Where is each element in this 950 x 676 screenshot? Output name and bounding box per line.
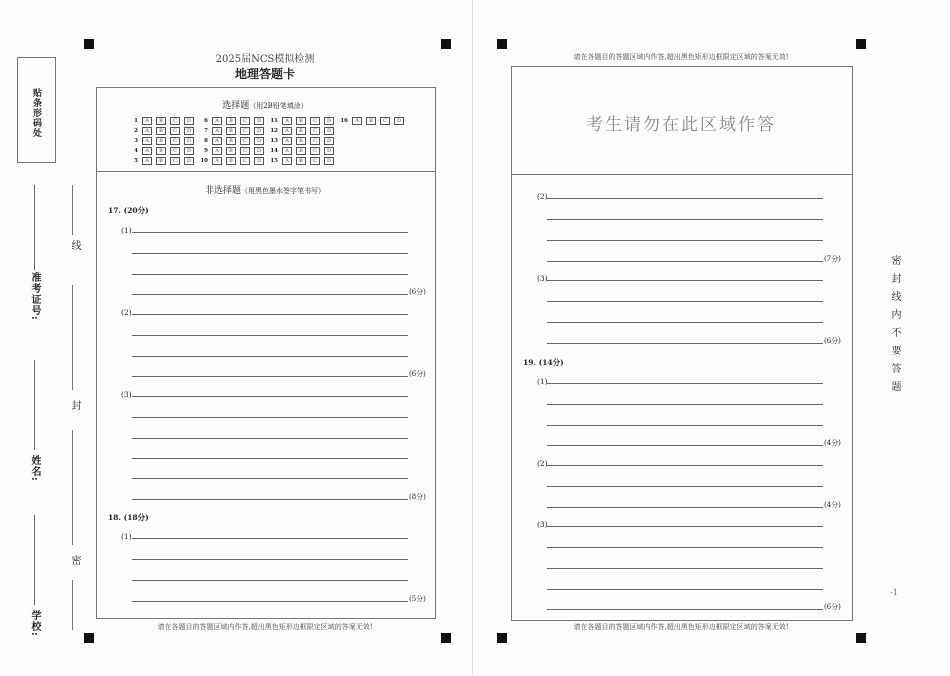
- mcq-option-bubble[interactable]: A: [212, 117, 222, 125]
- mcq-option-bubble[interactable]: C: [380, 117, 390, 125]
- mcq-option-bubble[interactable]: B: [226, 137, 236, 145]
- answer-line[interactable]: [547, 425, 823, 426]
- answer-line[interactable]: [132, 458, 408, 459]
- answer-line[interactable]: [132, 314, 408, 315]
- name-label: 姓名:: [29, 455, 40, 482]
- mcq-question-number: 9: [204, 148, 208, 154]
- answer-line[interactable]: [132, 274, 408, 275]
- section-divider: [96, 171, 436, 172]
- answer-line[interactable]: [547, 322, 823, 323]
- bottom-warning-left: 请在各题目的答题区域内作答,超出黑色矩形边框限定区域的答案无效!: [157, 623, 373, 631]
- mcq-option-bubble[interactable]: B: [226, 157, 236, 165]
- mcq-question-number: 2: [134, 128, 138, 134]
- mcq-option-bubble[interactable]: B: [296, 137, 306, 145]
- answer-line[interactable]: [132, 232, 408, 233]
- mcq-question-row: [268, 147, 338, 155]
- answer-line[interactable]: [547, 280, 823, 281]
- mcq-option-bubble[interactable]: A: [142, 157, 152, 165]
- mcq-question-number: 12: [270, 128, 278, 134]
- non-mcq-note: （用黑色墨水签字笔书写）: [241, 187, 325, 195]
- left-answer-frame: [96, 87, 436, 619]
- mcq-option-bubble[interactable]: C: [240, 137, 250, 145]
- registration-mark: [497, 39, 507, 49]
- mcq-option-bubble[interactable]: C: [240, 127, 250, 135]
- seal-char: 封: [69, 400, 80, 411]
- answer-line[interactable]: [132, 499, 408, 500]
- answer-line[interactable]: [547, 547, 823, 548]
- answer-line[interactable]: [547, 507, 823, 508]
- answer-line[interactable]: [547, 240, 823, 241]
- non-mcq-title-row: [96, 183, 434, 196]
- mcq-question-row: [128, 127, 198, 135]
- barcode-area: [17, 57, 56, 163]
- mcq-option-bubble[interactable]: B: [296, 117, 306, 125]
- answer-line[interactable]: [132, 478, 408, 479]
- q19-part2-score: (4分): [824, 501, 841, 509]
- mcq-option-bubble[interactable]: C: [310, 157, 320, 165]
- mcq-option-bubble[interactable]: A: [282, 147, 292, 155]
- mcq-question-number: 16: [340, 118, 348, 124]
- mcq-option-bubble[interactable]: B: [226, 147, 236, 155]
- mcq-question-row: [128, 117, 198, 125]
- mcq-question-row: [198, 117, 268, 125]
- mcq-question-row: [268, 117, 338, 125]
- mcq-option-bubble[interactable]: C: [170, 117, 180, 125]
- answer-line[interactable]: [547, 219, 823, 220]
- mcq-question-row: [128, 147, 198, 155]
- answer-line[interactable]: [132, 335, 408, 336]
- seal-line: [72, 580, 73, 630]
- q17-part1-score: (6分): [409, 288, 426, 296]
- question-18-head: 18. (18分): [108, 513, 149, 522]
- answer-line[interactable]: [547, 526, 823, 527]
- mcq-option-bubble[interactable]: A: [212, 127, 222, 135]
- mcq-question-row: [198, 157, 268, 165]
- mcq-option-bubble[interactable]: A: [282, 157, 292, 165]
- mcq-question-row: [198, 137, 268, 145]
- mcq-option-bubble[interactable]: A: [282, 117, 292, 125]
- mcq-option-bubble[interactable]: A: [142, 127, 152, 135]
- registration-mark: [84, 633, 94, 643]
- answer-line[interactable]: [132, 356, 408, 357]
- page-mark: -1: [890, 588, 898, 597]
- q17-part3-label: (3): [121, 390, 132, 399]
- mcq-option-bubble[interactable]: A: [282, 137, 292, 145]
- q18-part1-score: (5分): [409, 595, 426, 603]
- answer-line[interactable]: [132, 376, 408, 377]
- mcq-question-row: [268, 137, 338, 145]
- mcq-option-bubble[interactable]: C: [240, 147, 250, 155]
- mcq-option-bubble[interactable]: D: [254, 157, 264, 165]
- mcq-question-number: 11: [270, 118, 278, 124]
- no-write-zone-text: 考生请勿在此区域作答: [586, 115, 776, 135]
- mcq-option-bubble[interactable]: D: [254, 147, 264, 155]
- mcq-option-bubble[interactable]: D: [254, 117, 264, 125]
- mcq-option-bubble[interactable]: C: [310, 147, 320, 155]
- seal-char: 线: [69, 240, 80, 251]
- mcq-option-bubble[interactable]: B: [156, 157, 166, 165]
- mcq-question-row: [338, 117, 408, 125]
- barcode-label: 贴条形码处: [31, 88, 41, 138]
- mcq-option-bubble[interactable]: D: [184, 117, 194, 125]
- q19-part3-label: (3): [537, 520, 548, 529]
- section-divider: [511, 174, 853, 175]
- mcq-option-bubble[interactable]: A: [352, 117, 362, 125]
- mcq-option-bubble[interactable]: D: [184, 147, 194, 155]
- registration-mark: [441, 39, 451, 49]
- mcq-option-bubble[interactable]: C: [170, 147, 180, 155]
- mcq-option-bubble[interactable]: D: [184, 157, 194, 165]
- answer-line[interactable]: [547, 589, 823, 590]
- school-field[interactable]: [34, 515, 35, 605]
- mcq-option-bubble[interactable]: A: [142, 137, 152, 145]
- mcq-option-bubble[interactable]: D: [254, 127, 264, 135]
- registration-mark: [441, 633, 451, 643]
- answer-line[interactable]: [132, 396, 408, 397]
- mcq-question-number: 1: [134, 118, 138, 124]
- answer-line[interactable]: [547, 486, 823, 487]
- exam-id-label: 准考证号:: [29, 272, 40, 321]
- mcq-option-bubble[interactable]: A: [212, 137, 222, 145]
- q17-part2-score: (6分): [409, 370, 426, 378]
- answer-line[interactable]: [132, 253, 408, 254]
- mcq-option-bubble[interactable]: C: [170, 157, 180, 165]
- mcq-option-bubble[interactable]: C: [170, 127, 180, 135]
- q17-part1-label: (1): [121, 226, 132, 235]
- question-19-head: 19. (14分): [523, 358, 564, 367]
- mcq-option-bubble[interactable]: C: [310, 127, 320, 135]
- mcq-question-number: 14: [270, 148, 278, 154]
- card-title: 地理答题卡: [234, 67, 295, 81]
- answer-line[interactable]: [132, 417, 408, 418]
- answer-line[interactable]: [547, 404, 823, 405]
- q19-part1-label: (1): [537, 377, 548, 386]
- mcq-option-bubble[interactable]: B: [156, 127, 166, 135]
- registration-mark: [856, 633, 866, 643]
- mcq-option-bubble[interactable]: D: [184, 127, 194, 135]
- mcq-question-number: 5: [134, 158, 138, 164]
- mcq-option-bubble[interactable]: C: [310, 137, 320, 145]
- q18-part1-label: (1): [121, 532, 132, 541]
- mcq-option-bubble[interactable]: C: [170, 137, 180, 145]
- seal-char: 密: [69, 555, 80, 566]
- q18-part2-label: (2): [537, 192, 548, 201]
- q19-part3-score: (6分): [824, 603, 841, 611]
- mcq-question-number: 15: [270, 158, 278, 164]
- registration-mark: [856, 39, 866, 49]
- answer-line[interactable]: [547, 198, 823, 199]
- exam-title: 2025届NCS模拟检测: [215, 54, 315, 65]
- q18-part3-score: (6分): [824, 337, 841, 345]
- mcq-option-bubble[interactable]: B: [226, 127, 236, 135]
- mcq-question-row: [198, 147, 268, 155]
- fold-line: [472, 0, 473, 676]
- seal-line: [72, 285, 73, 390]
- answer-line[interactable]: [547, 383, 823, 384]
- mcq-question-number: 6: [204, 118, 208, 124]
- mcq-option-bubble[interactable]: D: [324, 117, 334, 125]
- mcq-title-row: [96, 98, 434, 111]
- answer-line[interactable]: [547, 445, 823, 446]
- mcq-option-bubble[interactable]: C: [310, 117, 320, 125]
- answer-line[interactable]: [547, 343, 823, 344]
- mcq-option-bubble[interactable]: D: [324, 157, 334, 165]
- mcq-question-row: [128, 137, 198, 145]
- mcq-question-number: 3: [134, 138, 138, 144]
- q18-part2-score: (7分): [824, 255, 841, 263]
- mcq-option-bubble[interactable]: A: [212, 157, 222, 165]
- answer-line[interactable]: [547, 609, 823, 610]
- mcq-option-bubble[interactable]: A: [142, 117, 152, 125]
- mcq-option-bubble[interactable]: B: [226, 117, 236, 125]
- mcq-option-bubble[interactable]: D: [324, 147, 334, 155]
- answer-line[interactable]: [132, 438, 408, 439]
- mcq-option-bubble[interactable]: A: [282, 127, 292, 135]
- answer-line[interactable]: [132, 294, 408, 295]
- mcq-question-number: 4: [134, 148, 138, 154]
- mcq-option-bubble[interactable]: C: [240, 117, 250, 125]
- answer-line[interactable]: [547, 261, 823, 262]
- seal-line: [72, 430, 73, 545]
- answer-line[interactable]: [547, 568, 823, 569]
- mcq-option-bubble[interactable]: B: [156, 137, 166, 145]
- mcq-option-bubble[interactable]: A: [142, 147, 152, 155]
- q17-part3-score: (8分): [409, 493, 426, 501]
- mcq-question-number: 8: [204, 138, 208, 144]
- mcq-question-row: [268, 127, 338, 135]
- q17-part2-label: (2): [121, 308, 132, 317]
- name-field[interactable]: [34, 360, 35, 450]
- mcq-question-number: 10: [200, 158, 208, 164]
- mcq-option-bubble[interactable]: D: [324, 137, 334, 145]
- mcq-option-bubble[interactable]: D: [394, 117, 404, 125]
- seal-line: [72, 185, 73, 235]
- mcq-option-bubble[interactable]: B: [156, 117, 166, 125]
- bottom-warning-right: 请在各题目的答题区域内作答,超出黑色矩形边框限定区域的答案无效!: [573, 623, 789, 631]
- answer-line[interactable]: [132, 538, 408, 539]
- mcq-question-number: 13: [270, 138, 278, 144]
- q19-part1-score: (4分): [824, 439, 841, 447]
- mcq-title: 选择题: [222, 101, 250, 111]
- mcq-option-bubble[interactable]: B: [296, 157, 306, 165]
- top-warning-right: 请在各题目的答题区域内作答,超出黑色矩形边框限定区域的答案无效!: [573, 53, 789, 61]
- mcq-option-bubble[interactable]: C: [240, 157, 250, 165]
- mcq-option-bubble[interactable]: B: [366, 117, 376, 125]
- mcq-note: （用2B铅笔填涂）: [249, 102, 308, 110]
- non-mcq-title: 非选择题: [204, 186, 241, 196]
- mcq-option-bubble[interactable]: D: [184, 137, 194, 145]
- answer-line[interactable]: [132, 580, 408, 581]
- answer-line[interactable]: [547, 301, 823, 302]
- exam-id-field[interactable]: [34, 185, 35, 270]
- question-17-head: 17. (20分): [108, 206, 149, 215]
- seal-note: 密封线内不要答题: [889, 255, 900, 399]
- mcq-option-bubble[interactable]: A: [212, 147, 222, 155]
- q18-part3-label: (3): [537, 274, 548, 283]
- registration-mark: [497, 633, 507, 643]
- mcq-question-row: [268, 157, 338, 165]
- answer-line[interactable]: [547, 465, 823, 466]
- mcq-option-bubble[interactable]: B: [296, 127, 306, 135]
- mcq-option-bubble[interactable]: B: [296, 147, 306, 155]
- mcq-question-row: [198, 127, 268, 135]
- mcq-option-bubble[interactable]: D: [324, 127, 334, 135]
- mcq-question-number: 7: [204, 128, 208, 134]
- q19-part2-label: (2): [537, 459, 548, 468]
- mcq-question-row: [128, 157, 198, 165]
- answer-line[interactable]: [132, 601, 408, 602]
- school-label: 学校:: [29, 610, 40, 637]
- mcq-option-bubble[interactable]: B: [156, 147, 166, 155]
- mcq-option-bubble[interactable]: D: [254, 137, 264, 145]
- registration-mark: [84, 39, 94, 49]
- answer-line[interactable]: [132, 559, 408, 560]
